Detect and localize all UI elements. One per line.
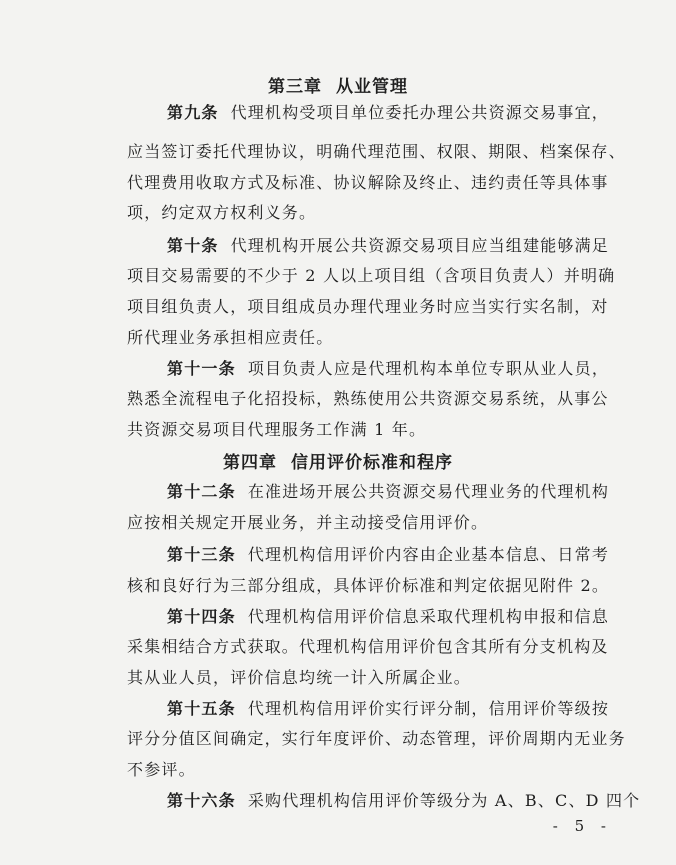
article-text-line: 代理机构开展公共资源交易项目应当组建能够满足 [230, 236, 610, 255]
article-text-line: 项，约定双方权利义务。 [127, 203, 317, 222]
chapter-heading-4 [0, 448, 676, 473]
article-text-line: 项目交易需要的不少于 2 人以上项目组（含项目负责人）并明确 [127, 266, 616, 285]
article-lead: 第十一条 [167, 359, 236, 378]
chapter-title: 信用评价标准和程序 [291, 453, 453, 473]
article-text-line: 代理机构信用评价实行评分制，信用评价等级按 [247, 699, 610, 718]
article-lead: 第十四条 [167, 607, 236, 626]
article-text-line: 采购代理机构信用评价等级分为 A、B、C、D 四个 [247, 791, 641, 810]
article-text-line: 核和良好行为三部分组成，具体评价标准和判定依据见附件 2。 [127, 576, 610, 595]
article-text-line: 代理机构信用评价内容由企业基本信息、日常考 [247, 545, 610, 564]
article-text-line: 代理费用收取方式及标准、协议解除及终止、违约责任等具体事 [127, 173, 609, 192]
article-text-line: 应当签订委托代理协议，明确代理范围、权限、期限、档案保存、 [127, 142, 626, 161]
chapter-title: 从业管理 [336, 77, 408, 97]
article-text-line: 不参评。 [127, 760, 196, 779]
article-text-line: 评分分值区间确定，实行年度评价、动态管理，评价周期内无业务 [127, 729, 626, 748]
chapter-number: 第四章 [223, 453, 277, 473]
article-lead: 第十三条 [167, 545, 236, 564]
article-lead: 第十六条 [167, 791, 236, 810]
article-text-line: 应按相关规定开展业务，并主动接受信用评价。 [127, 513, 489, 532]
article-text-line: 在准进场开展公共资源交易代理业务的代理机构 [247, 482, 610, 501]
article-lead: 第十二条 [167, 482, 236, 501]
article-text-line: 代理机构受项目单位委托办理公共资源交易事宜， [230, 103, 610, 122]
article-lead: 第十五条 [167, 699, 236, 718]
article-text-line: 项目组负责人，项目组成员办理代理业务时应当实行实名制，对 [127, 297, 609, 316]
article-text-line: 代理机构信用评价信息采取代理机构申报和信息 [247, 607, 610, 626]
article-text-line: 共资源交易项目代理服务工作满 1 年。 [127, 420, 427, 439]
article-text-line: 熟悉全流程电子化招投标，熟练使用公共资源交易系统，从事公 [127, 389, 609, 408]
article-text-line: 采集相结合方式获取。代理机构信用评价包含其所有分支机构及 [127, 637, 609, 656]
article-lead: 第九条 [167, 103, 219, 122]
article-lead: 第十条 [167, 236, 219, 255]
article-text-line: 所代理业务承担相应责任。 [127, 328, 334, 347]
chapter-number: 第三章 [268, 77, 322, 97]
page-number: - 5 - [552, 817, 612, 835]
article-text-line: 项目负责人应是代理机构本单位专职从业人员， [247, 359, 610, 378]
chapter-heading-3 [0, 72, 676, 97]
article-text-line: 其从业人员，评价信息均统一计入所属企业。 [127, 668, 472, 687]
